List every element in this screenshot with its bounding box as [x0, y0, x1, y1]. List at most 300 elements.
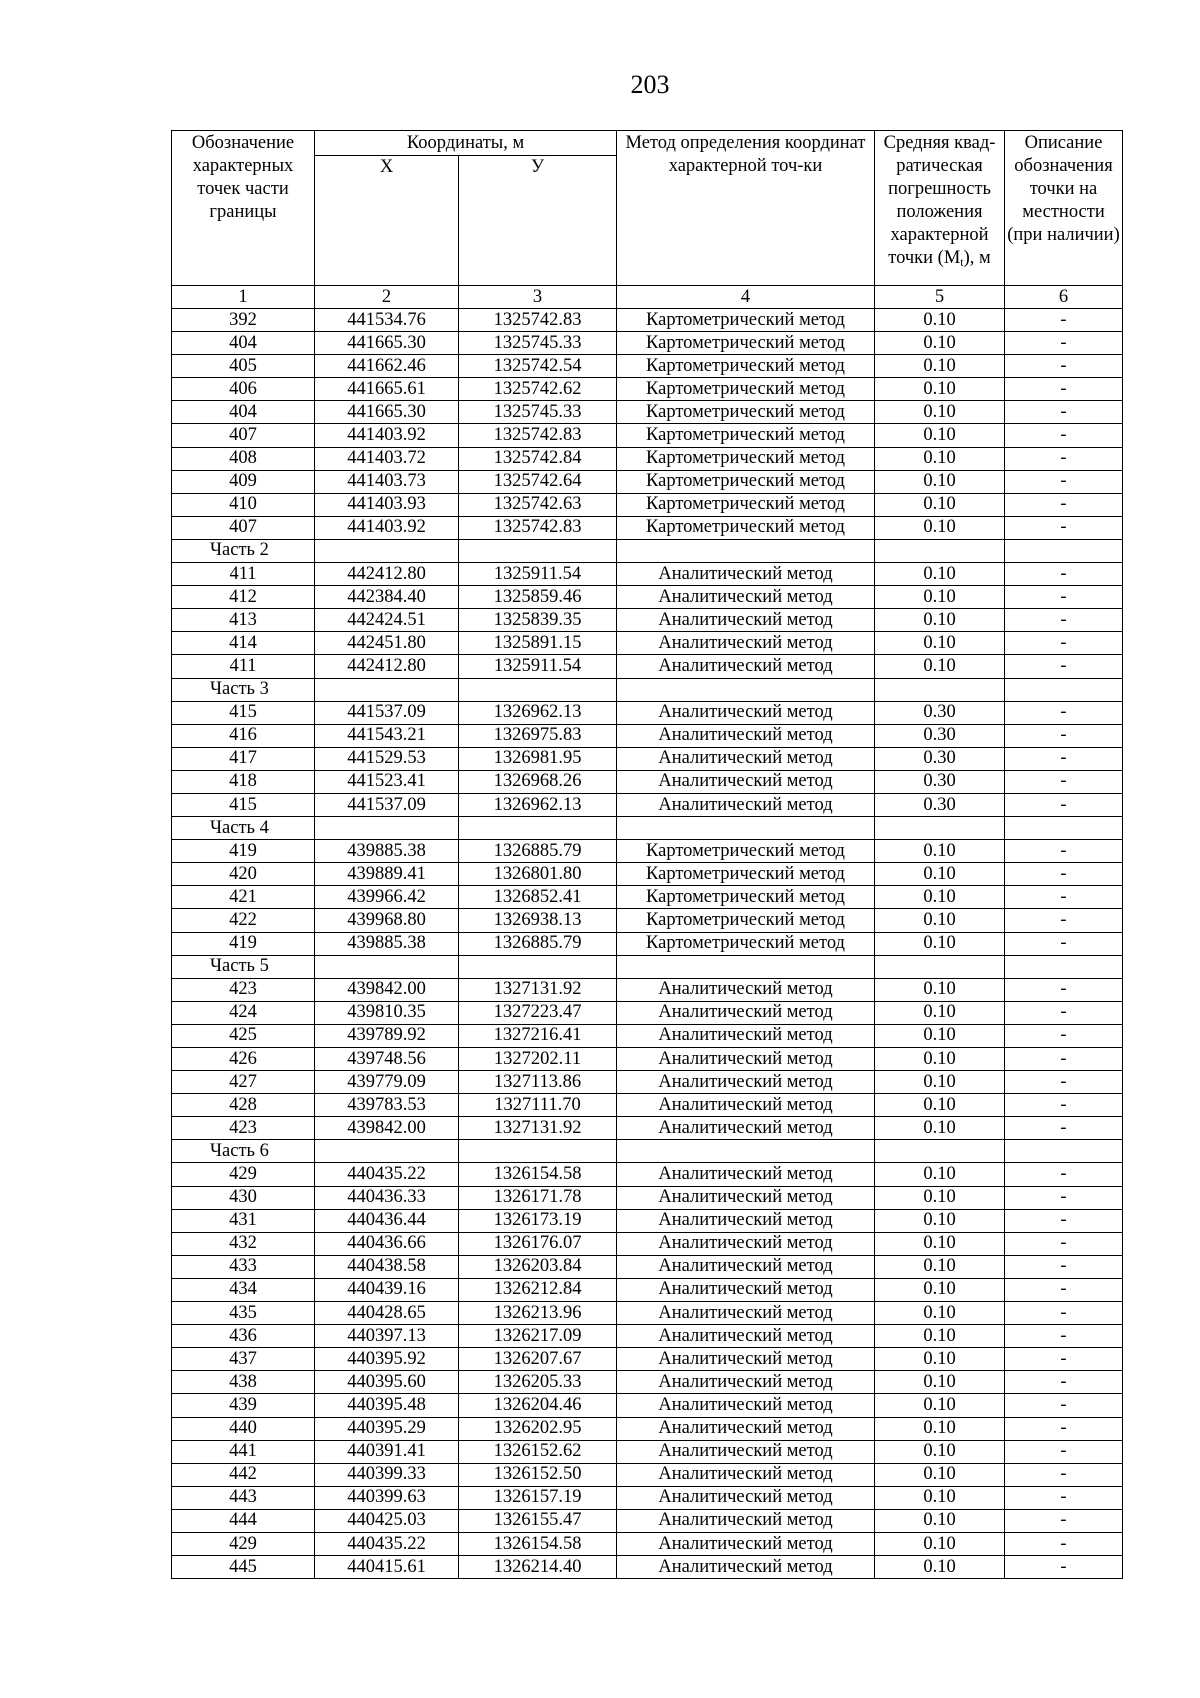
cell-method: Картометрический метод	[617, 932, 875, 955]
cell-description: -	[1005, 1302, 1123, 1325]
cell-x: 440399.33	[315, 1463, 459, 1486]
cell-point: 421	[172, 886, 315, 909]
cell-x: 439889.41	[315, 863, 459, 886]
cell-point: 422	[172, 909, 315, 932]
cell-y: 1326962.13	[459, 701, 617, 724]
cell-method: Аналитический метод	[617, 1163, 875, 1186]
empty-cell	[617, 678, 875, 701]
table-row	[172, 309, 1123, 332]
cell-y: 1325742.54	[459, 355, 617, 378]
cell-description: -	[1005, 1163, 1123, 1186]
cell-error: 0.10	[875, 1094, 1005, 1117]
cell-error: 0.10	[875, 863, 1005, 886]
cell-y: 1325911.54	[459, 655, 617, 678]
column-number: 6	[1005, 286, 1123, 309]
cell-method: Аналитический метод	[617, 1463, 875, 1486]
cell-method: Аналитический метод	[617, 609, 875, 632]
cell-method: Картометрический метод	[617, 355, 875, 378]
cell-y: 1326962.13	[459, 793, 617, 816]
cell-x: 441403.73	[315, 470, 459, 493]
cell-description: -	[1005, 793, 1123, 816]
table-row	[172, 655, 1123, 678]
cell-method: Аналитический метод	[617, 1255, 875, 1278]
header-error	[875, 131, 1005, 286]
empty-cell	[617, 539, 875, 562]
cell-x: 441403.72	[315, 447, 459, 470]
cell-x: 441534.76	[315, 309, 459, 332]
cell-point: 416	[172, 724, 315, 747]
cell-x: 440435.22	[315, 1532, 459, 1555]
header-coordinates: Координаты, м	[315, 131, 617, 156]
cell-method: Аналитический метод	[617, 1556, 875, 1579]
table-row	[172, 1532, 1123, 1555]
cell-x: 441523.41	[315, 770, 459, 793]
cell-x: 440435.22	[315, 1163, 459, 1186]
cell-point: 442	[172, 1463, 315, 1486]
cell-x: 440438.58	[315, 1255, 459, 1278]
cell-y: 1326975.83	[459, 724, 617, 747]
cell-error: 0.10	[875, 1186, 1005, 1209]
header-y: У	[459, 156, 617, 286]
cell-method: Аналитический метод	[617, 1371, 875, 1394]
cell-x: 442412.80	[315, 563, 459, 586]
cell-method: Аналитический метод	[617, 632, 875, 655]
empty-cell	[875, 817, 1005, 840]
table-row	[172, 886, 1123, 909]
cell-error: 0.10	[875, 1371, 1005, 1394]
cell-y: 1326173.19	[459, 1209, 617, 1232]
table-row	[172, 1394, 1123, 1417]
cell-x: 439779.09	[315, 1071, 459, 1094]
cell-point: 436	[172, 1325, 315, 1348]
cell-method: Аналитический метод	[617, 1094, 875, 1117]
cell-point: 430	[172, 1186, 315, 1209]
empty-cell	[315, 678, 459, 701]
cell-description: -	[1005, 1024, 1123, 1047]
cell-y: 1327131.92	[459, 1117, 617, 1140]
cell-y: 1325742.63	[459, 493, 617, 516]
cell-y: 1326204.46	[459, 1394, 617, 1417]
cell-y: 1325742.64	[459, 470, 617, 493]
cell-x: 440425.03	[315, 1509, 459, 1532]
cell-description: -	[1005, 1348, 1123, 1371]
cell-description: -	[1005, 447, 1123, 470]
cell-point: 423	[172, 1117, 315, 1140]
section-row	[172, 678, 1123, 701]
cell-y: 1326801.80	[459, 863, 617, 886]
cell-point: 415	[172, 793, 315, 816]
cell-point: 432	[172, 1232, 315, 1255]
cell-point: 405	[172, 355, 315, 378]
cell-point: 407	[172, 424, 315, 447]
empty-cell	[459, 817, 617, 840]
cell-point: 437	[172, 1348, 315, 1371]
cell-x: 440428.65	[315, 1302, 459, 1325]
cell-error: 0.10	[875, 401, 1005, 424]
cell-x: 439966.42	[315, 886, 459, 909]
cell-description: -	[1005, 493, 1123, 516]
cell-point: 441	[172, 1440, 315, 1463]
cell-description: -	[1005, 424, 1123, 447]
empty-cell	[459, 1140, 617, 1163]
column-number: 1	[172, 286, 315, 309]
empty-cell	[459, 955, 617, 978]
table-row	[172, 586, 1123, 609]
table-row	[172, 1278, 1123, 1301]
cell-y: 1325742.84	[459, 447, 617, 470]
cell-y: 1326176.07	[459, 1232, 617, 1255]
table-row	[172, 1417, 1123, 1440]
header-error-text: Средняя квад-ратическая погрешность положения характерной точки (М	[883, 133, 996, 268]
cell-x: 440399.63	[315, 1486, 459, 1509]
cell-y: 1326981.95	[459, 747, 617, 770]
cell-point: 434	[172, 1278, 315, 1301]
cell-error: 0.10	[875, 424, 1005, 447]
cell-description: -	[1005, 470, 1123, 493]
cell-x: 441403.93	[315, 493, 459, 516]
cell-point: 427	[172, 1071, 315, 1094]
table-row	[172, 470, 1123, 493]
cell-point: 414	[172, 632, 315, 655]
table-row	[172, 493, 1123, 516]
empty-cell	[315, 955, 459, 978]
cell-y: 1326214.40	[459, 1556, 617, 1579]
cell-description: -	[1005, 1255, 1123, 1278]
table-row	[172, 863, 1123, 886]
table-row	[172, 632, 1123, 655]
column-number: 4	[617, 286, 875, 309]
cell-x: 440436.33	[315, 1186, 459, 1209]
cell-description: -	[1005, 701, 1123, 724]
cell-method: Картометрический метод	[617, 378, 875, 401]
header-x: Х	[315, 156, 459, 286]
section-label: Часть 3	[172, 678, 315, 701]
cell-error: 0.10	[875, 563, 1005, 586]
page-number: 203	[630, 70, 670, 99]
cell-x: 442424.51	[315, 609, 459, 632]
cell-point: 392	[172, 309, 315, 332]
cell-y: 1327131.92	[459, 978, 617, 1001]
empty-cell	[875, 678, 1005, 701]
cell-method: Аналитический метод	[617, 1440, 875, 1463]
cell-method: Аналитический метод	[617, 586, 875, 609]
section-row	[172, 539, 1123, 562]
cell-y: 1326213.96	[459, 1302, 617, 1325]
cell-point: 404	[172, 401, 315, 424]
cell-description: -	[1005, 1417, 1123, 1440]
cell-description: -	[1005, 1094, 1123, 1117]
cell-description: -	[1005, 1278, 1123, 1301]
cell-description: -	[1005, 1048, 1123, 1071]
cell-method: Аналитический метод	[617, 655, 875, 678]
cell-point: 411	[172, 563, 315, 586]
cell-method: Картометрический метод	[617, 309, 875, 332]
cell-y: 1326968.26	[459, 770, 617, 793]
table-row	[172, 1094, 1123, 1117]
cell-description: -	[1005, 563, 1123, 586]
cell-error: 0.10	[875, 1463, 1005, 1486]
cell-error: 0.10	[875, 1278, 1005, 1301]
cell-description: -	[1005, 1532, 1123, 1555]
cell-error: 0.30	[875, 793, 1005, 816]
table-row	[172, 1486, 1123, 1509]
cell-y: 1325839.35	[459, 609, 617, 632]
cell-error: 0.10	[875, 978, 1005, 1001]
cell-y: 1327111.70	[459, 1094, 617, 1117]
cell-point: 420	[172, 863, 315, 886]
cell-error: 0.10	[875, 1232, 1005, 1255]
cell-error: 0.10	[875, 1532, 1005, 1555]
cell-method: Аналитический метод	[617, 1186, 875, 1209]
cell-error: 0.10	[875, 909, 1005, 932]
cell-x: 442412.80	[315, 655, 459, 678]
cell-error: 0.10	[875, 1024, 1005, 1047]
cell-x: 439810.35	[315, 1001, 459, 1024]
cell-y: 1326205.33	[459, 1371, 617, 1394]
cell-description: -	[1005, 909, 1123, 932]
table-row	[172, 609, 1123, 632]
cell-y: 1325742.62	[459, 378, 617, 401]
cell-error: 0.10	[875, 516, 1005, 539]
cell-method: Аналитический метод	[617, 1117, 875, 1140]
section-row	[172, 1140, 1123, 1163]
cell-method: Аналитический метод	[617, 1417, 875, 1440]
cell-point: 417	[172, 747, 315, 770]
cell-y: 1327223.47	[459, 1001, 617, 1024]
table-row	[172, 1509, 1123, 1532]
cell-method: Аналитический метод	[617, 1209, 875, 1232]
section-label: Часть 5	[172, 955, 315, 978]
cell-x: 439968.80	[315, 909, 459, 932]
cell-error: 0.10	[875, 1417, 1005, 1440]
table-row	[172, 747, 1123, 770]
cell-method: Аналитический метод	[617, 1394, 875, 1417]
cell-x: 440395.60	[315, 1371, 459, 1394]
cell-x: 440395.92	[315, 1348, 459, 1371]
cell-error: 0.10	[875, 1486, 1005, 1509]
table-row	[172, 701, 1123, 724]
header-method: Метод определения координат характерной точ-ки	[617, 131, 875, 286]
cell-method: Аналитический метод	[617, 978, 875, 1001]
header-point-designation: Обозначение характерных точек части границы	[172, 131, 315, 286]
column-number-row	[172, 286, 1123, 309]
cell-y: 1326202.95	[459, 1417, 617, 1440]
table-row	[172, 1556, 1123, 1579]
cell-method: Картометрический метод	[617, 863, 875, 886]
cell-y: 1325891.15	[459, 632, 617, 655]
cell-description: -	[1005, 1325, 1123, 1348]
cell-method: Картометрический метод	[617, 840, 875, 863]
empty-cell	[315, 817, 459, 840]
table-row	[172, 1209, 1123, 1232]
header-error-unit: ), м	[963, 248, 991, 268]
cell-point: 433	[172, 1255, 315, 1278]
cell-description: -	[1005, 840, 1123, 863]
cell-error: 0.10	[875, 332, 1005, 355]
cell-error: 0.10	[875, 886, 1005, 909]
cell-point: 443	[172, 1486, 315, 1509]
cell-method: Аналитический метод	[617, 1325, 875, 1348]
cell-y: 1326885.79	[459, 932, 617, 955]
cell-error: 0.10	[875, 655, 1005, 678]
cell-description: -	[1005, 1209, 1123, 1232]
empty-cell	[459, 678, 617, 701]
coordinates-table	[171, 130, 1123, 1579]
cell-x: 441403.92	[315, 516, 459, 539]
cell-y: 1325745.33	[459, 332, 617, 355]
cell-point: 435	[172, 1302, 315, 1325]
column-number: 3	[459, 286, 617, 309]
cell-error: 0.10	[875, 378, 1005, 401]
cell-x: 441543.21	[315, 724, 459, 747]
cell-x: 440397.13	[315, 1325, 459, 1348]
cell-description: -	[1005, 932, 1123, 955]
cell-method: Аналитический метод	[617, 747, 875, 770]
cell-point: 404	[172, 332, 315, 355]
cell-point: 406	[172, 378, 315, 401]
table-row	[172, 1163, 1123, 1186]
cell-point: 428	[172, 1094, 315, 1117]
cell-error: 0.30	[875, 724, 1005, 747]
table-row	[172, 909, 1123, 932]
cell-description: -	[1005, 586, 1123, 609]
cell-error: 0.10	[875, 840, 1005, 863]
cell-point: 410	[172, 493, 315, 516]
cell-x: 441662.46	[315, 355, 459, 378]
cell-error: 0.10	[875, 632, 1005, 655]
cell-error: 0.10	[875, 493, 1005, 516]
empty-cell	[875, 1140, 1005, 1163]
cell-description: -	[1005, 1486, 1123, 1509]
cell-error: 0.10	[875, 609, 1005, 632]
empty-cell	[617, 955, 875, 978]
cell-method: Аналитический метод	[617, 1071, 875, 1094]
cell-point: 439	[172, 1394, 315, 1417]
cell-method: Аналитический метод	[617, 1302, 875, 1325]
cell-description: -	[1005, 1394, 1123, 1417]
cell-error: 0.10	[875, 470, 1005, 493]
table-row	[172, 332, 1123, 355]
cell-x: 441537.09	[315, 793, 459, 816]
cell-x: 440436.66	[315, 1232, 459, 1255]
empty-cell	[875, 955, 1005, 978]
cell-error: 0.10	[875, 1509, 1005, 1532]
cell-y: 1325742.83	[459, 424, 617, 447]
cell-method: Аналитический метод	[617, 1486, 875, 1509]
cell-y: 1327113.86	[459, 1071, 617, 1094]
cell-x: 440436.44	[315, 1209, 459, 1232]
cell-description: -	[1005, 1463, 1123, 1486]
cell-description: -	[1005, 1232, 1123, 1255]
empty-cell	[1005, 678, 1123, 701]
cell-error: 0.10	[875, 1163, 1005, 1186]
empty-cell	[617, 817, 875, 840]
table-row	[172, 1048, 1123, 1071]
cell-error: 0.30	[875, 770, 1005, 793]
table-row	[172, 516, 1123, 539]
table-row	[172, 1348, 1123, 1371]
table-row	[172, 1186, 1123, 1209]
table-row	[172, 978, 1123, 1001]
cell-y: 1325745.33	[459, 401, 617, 424]
cell-x: 441665.30	[315, 401, 459, 424]
cell-description: -	[1005, 1186, 1123, 1209]
cell-y: 1326152.62	[459, 1440, 617, 1463]
table-row	[172, 1071, 1123, 1094]
table-row	[172, 770, 1123, 793]
cell-point: 438	[172, 1371, 315, 1394]
cell-point: 426	[172, 1048, 315, 1071]
table-row	[172, 1371, 1123, 1394]
cell-error: 0.10	[875, 1071, 1005, 1094]
cell-method: Картометрический метод	[617, 516, 875, 539]
cell-method: Картометрический метод	[617, 909, 875, 932]
table-row	[172, 1024, 1123, 1047]
cell-point: 423	[172, 978, 315, 1001]
cell-description: -	[1005, 632, 1123, 655]
empty-cell	[315, 1140, 459, 1163]
cell-description: -	[1005, 1440, 1123, 1463]
cell-description: -	[1005, 1071, 1123, 1094]
cell-point: 444	[172, 1509, 315, 1532]
header-error-subscript: t	[960, 255, 964, 269]
cell-y: 1325911.54	[459, 563, 617, 586]
cell-x: 441665.61	[315, 378, 459, 401]
cell-x: 439885.38	[315, 840, 459, 863]
cell-method: Картометрический метод	[617, 401, 875, 424]
cell-description: -	[1005, 1001, 1123, 1024]
cell-method: Аналитический метод	[617, 1348, 875, 1371]
cell-error: 0.10	[875, 1556, 1005, 1579]
cell-y: 1327202.11	[459, 1048, 617, 1071]
cell-y: 1325742.83	[459, 516, 617, 539]
table-row	[172, 1463, 1123, 1486]
cell-x: 442451.80	[315, 632, 459, 655]
cell-method: Картометрический метод	[617, 424, 875, 447]
cell-point: 425	[172, 1024, 315, 1047]
cell-point: 431	[172, 1209, 315, 1232]
cell-error: 0.10	[875, 309, 1005, 332]
empty-cell	[1005, 817, 1123, 840]
cell-error: 0.10	[875, 1255, 1005, 1278]
cell-y: 1325742.83	[459, 309, 617, 332]
cell-method: Аналитический метод	[617, 1509, 875, 1532]
cell-point: 424	[172, 1001, 315, 1024]
cell-method: Аналитический метод	[617, 701, 875, 724]
cell-x: 441537.09	[315, 701, 459, 724]
empty-cell	[1005, 539, 1123, 562]
cell-description: -	[1005, 886, 1123, 909]
cell-method: Аналитический метод	[617, 1232, 875, 1255]
cell-x: 440439.16	[315, 1278, 459, 1301]
cell-method: Аналитический метод	[617, 563, 875, 586]
cell-error: 0.10	[875, 1348, 1005, 1371]
cell-x: 439748.56	[315, 1048, 459, 1071]
cell-y: 1326885.79	[459, 840, 617, 863]
cell-method: Картометрический метод	[617, 332, 875, 355]
cell-error: 0.10	[875, 1048, 1005, 1071]
cell-point: 429	[172, 1163, 315, 1186]
cell-error: 0.10	[875, 1440, 1005, 1463]
table-row	[172, 840, 1123, 863]
cell-description: -	[1005, 332, 1123, 355]
cell-x: 440415.61	[315, 1556, 459, 1579]
cell-error: 0.10	[875, 586, 1005, 609]
cell-point: 409	[172, 470, 315, 493]
cell-x: 439789.92	[315, 1024, 459, 1047]
cell-x: 441529.53	[315, 747, 459, 770]
cell-description: -	[1005, 355, 1123, 378]
